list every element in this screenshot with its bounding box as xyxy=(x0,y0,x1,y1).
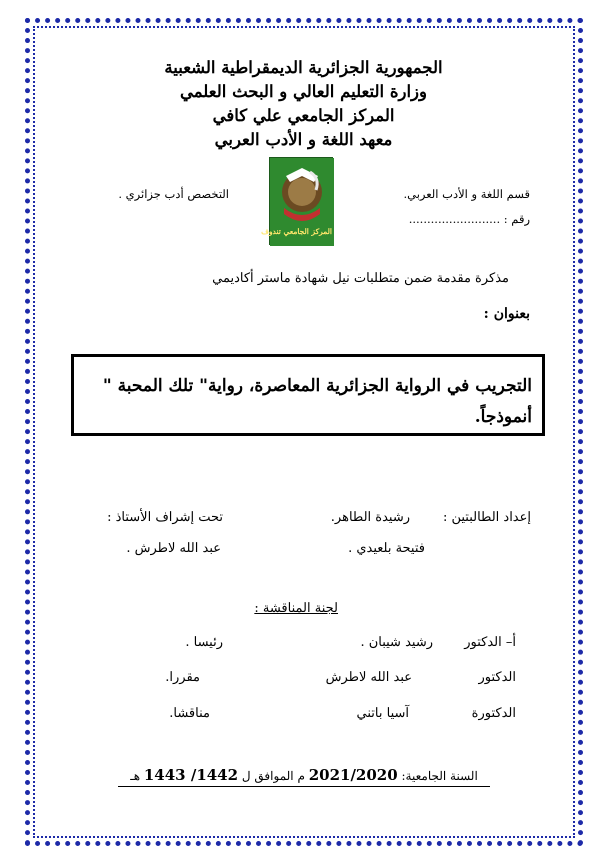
supervisor-name: عبد الله لاطرش . xyxy=(126,541,221,556)
committee-member-3-prefix: الدكتورة xyxy=(471,706,516,721)
header-ministry: وزارة التعليم العالي و البحث العلمي xyxy=(180,82,427,101)
student-name-2: فتيحة بلعيدي . xyxy=(348,541,425,556)
memo-description: مذكرة مقدمة ضمن متطلبات نيل شهادة ماستر أكاديمي xyxy=(212,271,509,286)
committee-member-1-role: رئيسا . xyxy=(185,635,223,650)
specialty-text: التخصص أدب جزائري . xyxy=(118,187,229,201)
number-field: رقم : ......................... xyxy=(408,212,530,226)
committee-member-3-role: مناقشا. xyxy=(169,706,210,721)
committee-member-2-role: مقررا. xyxy=(165,670,200,685)
logo-caption: المركز الجامعي تندوف xyxy=(261,227,332,236)
thesis-title-line1: التجريب في الرواية الجزائرية المعاصرة، رواية" تلك المحبة " xyxy=(102,376,532,396)
academic-year-label: السنة الجامعية: xyxy=(401,769,478,783)
academic-year-line xyxy=(118,766,490,787)
academic-year-suffix: هـ xyxy=(130,769,141,783)
prepared-by-label: إعداد الطالبتين : xyxy=(442,510,531,525)
thesis-title-line2: أنموذجاً. xyxy=(474,407,532,427)
committee-member-2-prefix: الدكتور xyxy=(478,670,516,685)
header-center: المركز الجامعي علي كافي xyxy=(212,106,395,125)
academic-year-middle: م الموافق ل xyxy=(241,769,305,783)
committee-member-1-name: رشيد شيبان . xyxy=(360,635,433,650)
department-text: قسم اللغة و الأدب العربي. xyxy=(403,187,530,201)
title-label: بعنوان : xyxy=(483,306,530,322)
committee-member-1-prefix: أ– الدكتور xyxy=(464,635,516,650)
thesis-title-box xyxy=(71,354,545,436)
supervisor-label: تحت إشراف الأستاذ : xyxy=(107,510,223,525)
academic-year-hijri: 1442/ 1443 xyxy=(143,766,239,784)
academic-year-value: 2021/2020 xyxy=(308,766,398,784)
committee-member-3-name: آسيا باتني xyxy=(356,706,409,721)
committee-member-2-name: عبد الله لاطرش xyxy=(325,670,412,685)
student-name-1: رشيدة الطاهر. xyxy=(330,510,410,525)
header-republic: الجمهورية الجزائرية الديمقراطية الشعبية xyxy=(164,58,443,77)
header-institute: معهد اللغة و الأدب العربي xyxy=(214,130,393,149)
university-logo xyxy=(261,157,333,245)
committee-title: لجنة المناقشة : xyxy=(254,601,338,616)
